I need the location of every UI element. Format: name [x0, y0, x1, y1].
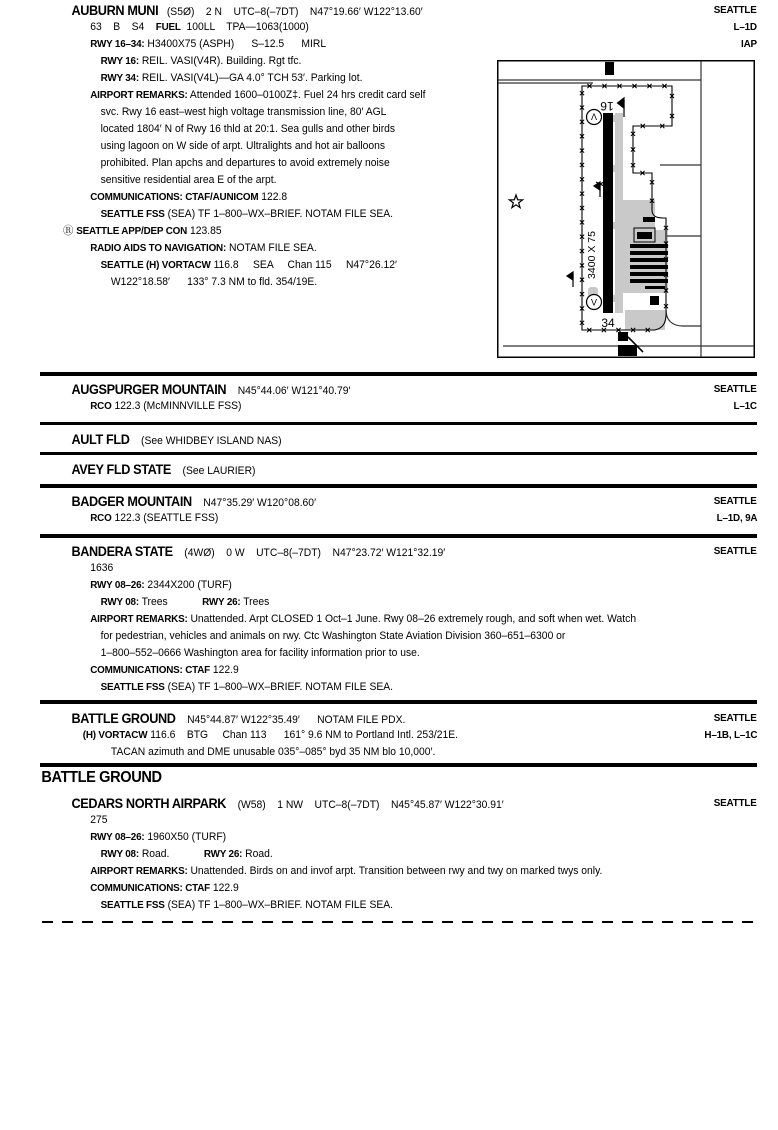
airport-entry-badger	[0, 493, 778, 527]
entry-text: RWY 34:	[100, 72, 139, 84]
entry-line	[0, 431, 731, 448]
entry-text: RWY 16–34:	[90, 38, 145, 50]
chart-reference-label: SEATTLE	[714, 4, 757, 16]
entry-text: SEATTLE FSS	[100, 208, 165, 220]
chart-reference-label: L–1D, 9A	[716, 512, 757, 524]
entry-text: Trees	[240, 596, 270, 608]
entry-text: RWY 08–26:	[90, 579, 145, 591]
entry-text: 122.3 (SEATTLE FSS)	[111, 512, 219, 524]
entry-text: RWY 26:	[203, 848, 243, 860]
entry-line	[0, 510, 731, 527]
airport-name: AVEY FLD STATE	[71, 462, 172, 477]
entry-line	[0, 381, 731, 398]
entry-text: 122.9	[210, 664, 239, 676]
entry-line	[0, 543, 731, 560]
entry-text: prohibited. Plan apchs and departures to avoid extremely noise	[100, 157, 390, 169]
entry-text: Unattended. Birds on and invof arpt. Transition between rwy and twy on marked twys only.	[187, 865, 603, 877]
entry-text: REIL. VASI(V4L)—GA 4.0° TCH 53′. Parking lot.	[138, 72, 363, 84]
separator-rule	[40, 700, 757, 704]
entry-line	[0, 744, 731, 761]
vasi-top-label: V	[590, 111, 598, 122]
entry-text: svc. Rwy 16 east–west high voltage transmission line, 80′ AGL	[100, 106, 387, 118]
chart-reference-label: SEATTLE	[714, 495, 757, 507]
separator-rule	[40, 534, 757, 538]
entry-text: AIRPORT REMARKS:	[90, 89, 188, 101]
airport-name: BATTLE GROUND	[71, 711, 176, 726]
entry-line	[0, 398, 731, 415]
airport-entry-augspurger	[0, 381, 778, 415]
entry-text: W122°18.58′ 133° 7.3 NM to fld. 354/19E.	[110, 276, 318, 288]
entry-line	[0, 577, 731, 594]
airport-name: CEDARS NORTH AIRPARK	[71, 796, 227, 811]
entry-line	[0, 846, 731, 863]
entry-text: 1–800–552–0666 Washington area for facility information prior to use.	[100, 647, 420, 659]
entry-text: Trees	[138, 596, 203, 608]
entry-line	[0, 19, 731, 36]
entry-text: 100LL TPA—1063(1000)	[180, 21, 309, 33]
entry-text: (See WHIDBEY ISLAND NAS)	[129, 435, 282, 447]
separator-rule	[40, 422, 757, 425]
entry-line	[0, 897, 731, 914]
runway-dimension-label: 3400 X 75	[586, 231, 598, 279]
entry-text: RWY 08:	[100, 848, 139, 860]
entry-text: 1636	[90, 562, 114, 574]
entry-text: Road.	[138, 848, 204, 860]
chart-reference-label: IAP	[741, 38, 757, 50]
chart-reference-label: SEATTLE	[714, 383, 757, 395]
entry-text: (S5Ø) 2 N UTC–8(–7DT) N47°19.66′ W122°13.60′	[158, 6, 423, 18]
entry-line	[0, 493, 731, 510]
airport-entry-ault	[0, 431, 778, 448]
entry-text: AIRPORT REMARKS:	[90, 865, 188, 877]
vasi-bottom-label: V	[590, 297, 598, 308]
entry-text: (H) VORTACW	[82, 729, 148, 741]
entry-line	[0, 812, 731, 829]
entry-text: SEATTLE (H) VORTACW	[100, 259, 211, 271]
entry-text: located 1804′ N of Rwy 16 thld at 20:1. Sea gulls and other birds	[100, 123, 396, 135]
entry-line	[0, 829, 731, 846]
airport-diagram	[497, 60, 755, 358]
entry-line	[0, 795, 731, 812]
entry-text: using lagoon on W side of arpt. Ultralights and hot air balloons	[100, 140, 386, 152]
entry-text: COMMUNICATIONS: CTAF	[90, 882, 211, 894]
entry-text: SEATTLE APP/DEP CON	[76, 225, 188, 237]
entry-text: NOTAM FILE SEA.	[226, 242, 317, 254]
entry-text: N45°44.06′ W121°40.79′	[226, 385, 351, 397]
entry-text: H3400X75 (ASPH) S–12.5 MIRL	[144, 38, 327, 50]
entry-line	[0, 880, 731, 897]
entry-line	[0, 727, 731, 744]
entry-text: RWY 08:	[100, 596, 139, 608]
chart-reference-label: SEATTLE	[714, 545, 757, 557]
entry-text: RWY 08–26:	[90, 831, 145, 843]
entry-text: 122.3 (McMINNVILLE FSS)	[111, 400, 242, 412]
runway-16-label: 16	[600, 99, 614, 113]
entry-text: (4WØ) 0 W UTC–8(–7DT) N47°23.72′ W121°32.19′	[172, 547, 446, 559]
entry-text: for pedestrian, vehicles and animals on rwy. Ctc Washington State Aviation Division 360–651–6300 or	[100, 630, 566, 642]
entry-text: 63 B S4	[90, 21, 156, 33]
entry-text: RCO	[90, 512, 112, 524]
entry-text: 116.8 SEA Chan 115 N47°26.12′	[210, 259, 397, 271]
entry-line	[0, 645, 731, 662]
entry-text: (W58) 1 NW UTC–8(–7DT) N45°45.87′ W122°30.91′	[226, 799, 504, 811]
entry-line	[0, 662, 731, 679]
entry-text: TACAN azimuth and DME unusable 035°–085° byd 35 NM blo 10,000′.	[110, 746, 436, 758]
entry-line	[0, 628, 731, 645]
chart-reference-label: SEATTLE	[714, 797, 757, 809]
entry-text: sensitive residential area E of the arpt.	[100, 174, 277, 186]
airport-entry-cedars	[0, 795, 778, 914]
airport-entry-battleground-city	[0, 769, 778, 786]
chart-reference-label: SEATTLE	[714, 712, 757, 724]
separator-rule	[40, 484, 757, 488]
chart-reference-label: L–1C	[733, 400, 757, 412]
airport-name: AUBURN MUNI	[71, 3, 159, 18]
entry-text: 2344X200 (TURF)	[144, 579, 232, 591]
airport-entry-bandera	[0, 543, 778, 696]
airport-name: BANDERA STATE	[71, 544, 173, 559]
dashed-separator	[42, 921, 756, 923]
airport-entry-avey	[0, 461, 778, 478]
separator-rule	[40, 372, 757, 376]
entry-text: RCO	[90, 400, 112, 412]
entry-line	[0, 611, 731, 628]
entry-text: AIRPORT REMARKS:	[90, 613, 188, 625]
entry-text: N47°35.29′ W120°08.60′	[191, 497, 317, 509]
entry-text: 122.8	[258, 191, 288, 203]
entry-text: SEATTLE FSS	[100, 681, 165, 693]
entry-line	[0, 461, 731, 478]
separator-rule	[40, 763, 757, 767]
entry-line	[0, 710, 731, 727]
entry-text: FUEL	[155, 21, 181, 33]
separator-rule	[40, 452, 757, 455]
entry-text: (See LAURIER)	[171, 465, 256, 477]
airport-entry-battleground-vortac	[0, 710, 778, 761]
entry-text: (SEA) TF 1–800–WX–BRIEF. NOTAM FILE SEA.	[164, 681, 394, 693]
entry-text: Road.	[242, 848, 273, 860]
entry-text: 123.85	[187, 225, 222, 237]
entry-line	[0, 863, 731, 880]
entry-line	[0, 769, 731, 786]
airport-name: BATTLE GROUND	[41, 769, 162, 786]
entry-text: (SEA) TF 1–800–WX–BRIEF. NOTAM FILE SEA.	[164, 899, 394, 911]
entry-text: REIL. VASI(V4R). Building. Rgt tfc.	[138, 55, 302, 67]
airport-name: AULT FLD	[71, 432, 130, 447]
airport-name: BADGER MOUNTAIN	[71, 494, 192, 509]
entry-text: COMMUNICATIONS: CTAF	[90, 664, 211, 676]
entry-text: 122.9	[210, 882, 239, 894]
entry-text: 1960X50 (TURF)	[144, 831, 227, 843]
entry-text: (SEA) TF 1–800–WX–BRIEF. NOTAM FILE SEA.	[164, 208, 394, 220]
entry-text: Unattended. Arpt CLOSED 1 Oct–1 June. Rwy 08–26 extremely rough, and soft when wet. Watch	[187, 613, 637, 625]
entry-text: SEATTLE FSS	[100, 899, 165, 911]
chart-reference-label: H–1B, L–1C	[704, 729, 757, 741]
entry-text: 275	[90, 814, 108, 826]
entry-text: N45°44.87′ W122°35.49′ NOTAM FILE PDX.	[175, 714, 406, 726]
entry-text: Ⓡ	[62, 225, 77, 237]
entry-text: Attended 1600–0100Z‡. Fuel 24 hrs credit card self	[187, 89, 426, 101]
entry-text: RWY 26:	[202, 596, 241, 608]
runway-34-label: 34	[601, 316, 615, 330]
entry-line	[0, 594, 731, 611]
entry-text: 116.6 BTG Chan 113 161° 9.6 NM to Portland Intl. 253/21E.	[147, 729, 459, 741]
airport-name: AUGSPURGER MOUNTAIN	[71, 382, 227, 397]
chart-reference-label: L–1D	[733, 21, 757, 33]
entry-line	[0, 2, 731, 19]
runway-16-34	[603, 113, 613, 313]
entry-line	[0, 36, 731, 53]
entry-text: RADIO AIDS TO NAVIGATION:	[90, 242, 227, 254]
entry-text: RWY 16:	[100, 55, 139, 67]
entry-line	[0, 679, 731, 696]
entry-line	[0, 560, 731, 577]
entry-text: COMMUNICATIONS: CTAF/AUNICOM	[90, 191, 259, 203]
